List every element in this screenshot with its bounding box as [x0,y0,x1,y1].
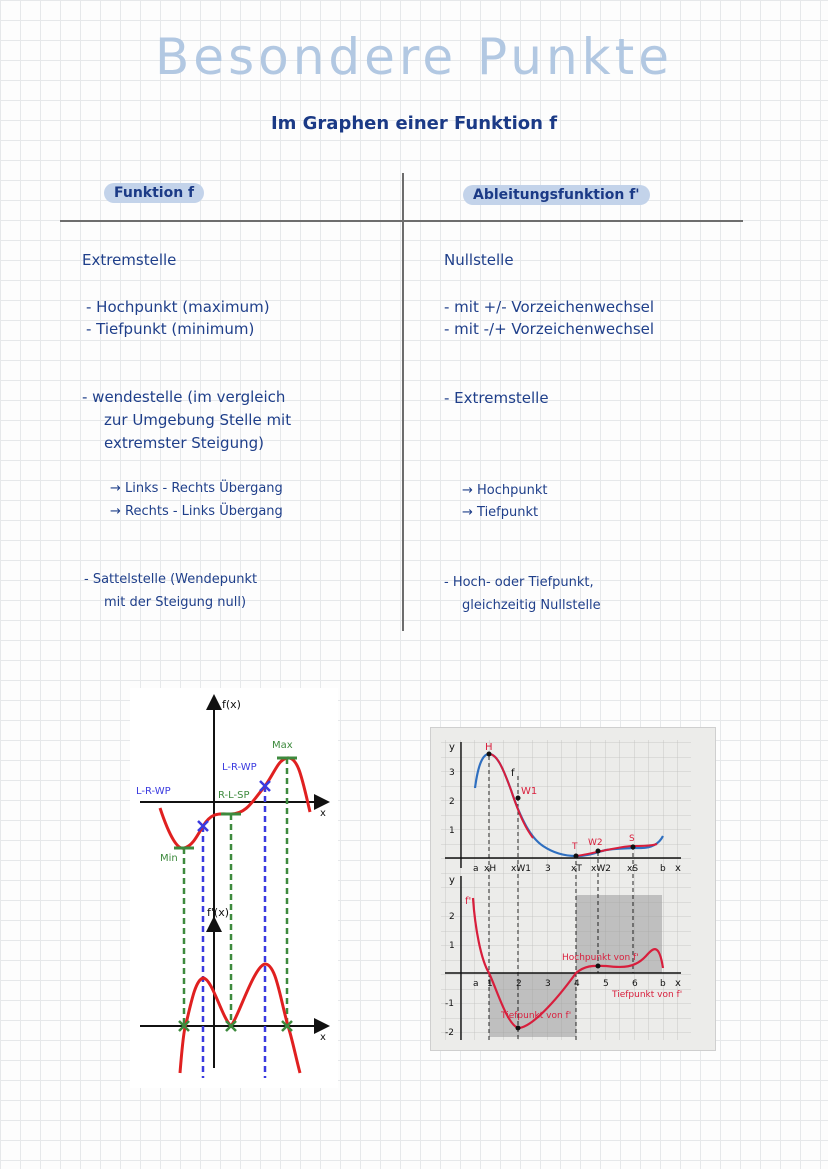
fig2-bottom-x-tick-a: a [473,979,479,989]
fig2-bottom-x-label: x [675,978,681,989]
fig2-bottom-y-tick-m2: -2 [445,1028,454,1038]
fig2-bottom-x-tick-3: 3 [545,979,551,989]
fig1-min-label: Min [160,853,178,864]
fig2-hochpunkt-fprime-label: Hochpunkt von f' [562,953,639,963]
fig2-bottom-x-tick-4: 4 [574,979,580,989]
fig2-label-S: S [629,834,635,844]
right-nullstelle: Nullstelle [444,251,514,269]
page-title: Besondere Punkte [155,28,673,86]
fig2-top-x-tick-xW2: xW2 [591,864,611,874]
fig2-bottom-x-tick-6: 6 [632,979,638,989]
fig2-label-H: H [485,742,493,753]
left-extremstelle: Extremstelle [82,251,177,269]
fig2-bottom-y-tick-1: 1 [449,941,455,951]
fig1-lrwp-right-label: L-R-WP [222,762,257,773]
fig2-point-fprime-min [516,1026,521,1031]
fig2-label-f: f [511,768,515,779]
fig2-top-y-tick-2: 2 [449,797,455,807]
fig2-tiefpunkt-fprime-right-label: Tiefpunkt von f' [612,990,683,1000]
fig2-top-x-tick-a: a [473,864,479,874]
fig1-fx-label: f(x) [222,698,241,711]
fig2-bottom-y-tick-2: 2 [449,912,455,922]
fig2-bottom-x-tick-1: 1 [487,979,493,989]
left-links-rechts: → Links - Rechts Übergang [110,481,283,496]
figure2-svg [431,728,715,1050]
left-hochpunkt: - Hochpunkt (maximum) [86,298,270,316]
fig2-point-W2 [596,849,601,854]
fig2-label-T: T [572,842,578,852]
page-subtitle: Im Graphen einer Funktion f [270,113,558,134]
fig2-top-y-label: y [449,742,455,753]
fig1-rlsp-label: R-L-SP [218,790,250,801]
table-vertical-rule [402,173,404,631]
fig2-top-x-tick-3: 3 [545,864,551,874]
fig2-bottom-x-tick-b: b [660,979,666,989]
right-minus-plus: - mit -/+ Vorzeichenwechsel [444,320,655,338]
left-wendestelle-line3: extremster Steigung) [104,434,264,452]
right-column-header: Ableitungsfunktion f' [463,185,650,205]
fig2-top-y-tick-1: 1 [449,826,455,836]
fig2-top-x-tick-xW1: xW1 [511,864,531,874]
fig2-top-x-tick-b: b [660,864,666,874]
right-tiefpunkt: → Tiefpunkt [462,505,539,520]
fig2-point-S [631,845,636,850]
figure1-svg [130,688,338,1088]
right-hoch-tief-line2: gleichzeitig Nullstelle [462,598,601,613]
fig2-top-x-tick-xT: xT [571,864,582,874]
fig1-bottom-x-label: x [320,1032,326,1043]
right-plus-minus: - mit +/- Vorzeichenwechsel [444,298,655,316]
left-rechts-links: → Rechts - Links Übergang [110,504,283,519]
fig2-label-W1: W1 [521,786,538,797]
left-sattelstelle-line1: - Sattelstelle (Wendepunkt [84,572,258,587]
fig2-top-x-tick-xS: xS [627,864,639,874]
fig2-point-fprime-max [596,964,601,969]
fig1-lrwp-left-label: L-R-WP [136,786,171,797]
fig1-top-x-label: x [320,808,326,819]
fig2-bottom-y-tick-m1: -1 [445,999,454,1009]
left-wendestelle-line1: - wendestelle (im vergleich [82,388,286,406]
right-hoch-tief-line1: - Hoch- oder Tiefpunkt, [444,575,594,590]
right-hochpunkt: → Hochpunkt [462,483,548,498]
fig2-label-fprime: f' [465,896,472,907]
fig2-tiefpunkt-fprime-bottom-label: Tiefpunkt von f' [501,1011,572,1021]
left-wendestelle-line2: zur Umgebung Stelle mit [104,411,292,429]
fig2-bottom-x-tick-2: 2 [516,979,522,989]
left-sattelstelle-line2: mit der Steigung null) [104,595,247,610]
fig2-label-W2: W2 [588,838,603,848]
fig2-bottom-x-tick-5: 5 [603,979,609,989]
fig2-point-W1 [516,796,521,801]
left-tiefpunkt: - Tiefpunkt (minimum) [86,320,255,338]
figure-textbook-graph-photo [430,727,716,1051]
figure-function-derivative-sketch [130,688,338,1088]
fig1-fprime-curve [180,964,300,1073]
right-extremstelle: - Extremstelle [444,389,549,407]
fig2-top-x-tick-xH: xH [484,864,497,874]
left-column-header: Funktion f [104,183,204,203]
fig2-top-x-label: x [675,863,681,874]
fig1-max-label: Max [272,740,293,751]
fig2-point-T [574,854,579,859]
fig1-fpx-label: f'(x) [207,906,229,919]
fig2-top-y-tick-3: 3 [449,768,455,778]
fig2-bottom-y-label: y [449,875,455,886]
